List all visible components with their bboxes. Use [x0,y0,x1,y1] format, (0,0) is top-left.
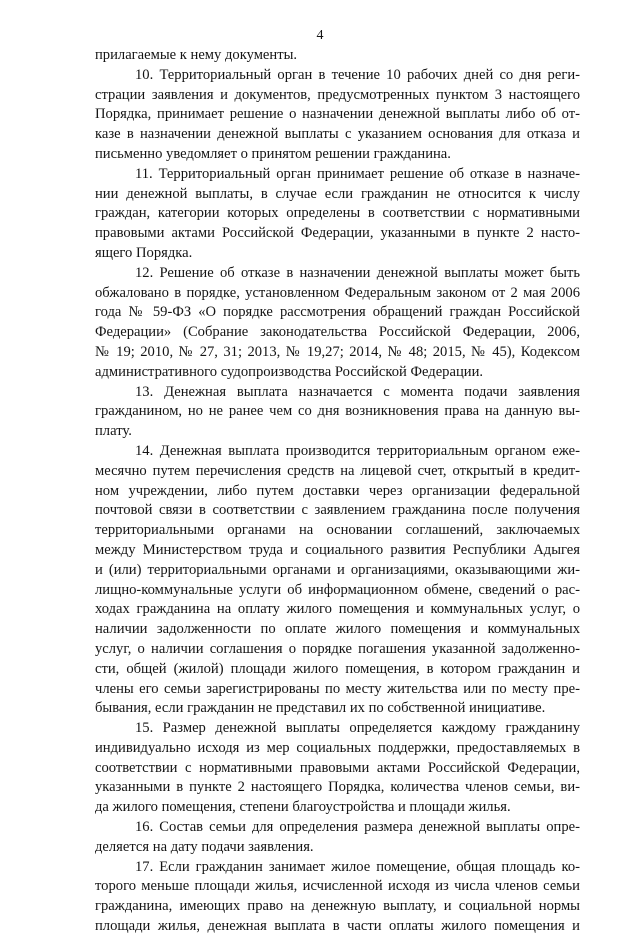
text-line: прилагаемые к нему документы. [95,47,298,63]
text-line: 15. Размер денежной выплаты определяется каждому гражданину [135,720,580,737]
text-line: письменно уведомляет о принятом решении гражданина. [95,145,451,162]
text-line: казе в назначении денежной выплаты с указанием основания для отказа и [95,126,580,143]
text-line: года № 59-ФЗ «О порядке рассмотрения обращений граждан Российской [95,304,580,321]
text-line: 14. Денежная выплата производится территориальным органом еже- [135,442,580,459]
text-line: месячно путем перечисления средств на лицевой счет, открытый в кредит- [95,462,580,479]
page-number: 4 [316,28,324,43]
text-line: обжаловано в порядке, установленном Федеральным законом от 2 мая 2006 [95,284,580,301]
text-line: ящего Порядка. [95,244,193,261]
text-line: 10. Территориальный орган в течение 10 рабочих дней со дня реги- [135,66,580,83]
text-line: гражданина, имеющих право на денежную выплату, и социальной нормы [95,898,580,915]
text-line: да жилого помещения, степени благоустройства и площади жилья. [95,799,511,816]
document-body [95,46,580,937]
text-line: Федерации» (Собрание законодательства Российской Федерации, 2006, [95,324,580,341]
text-line: члены его семьи зарегистрированы по месту жительства или по месту пре- [95,680,580,697]
text-line: торого меньше площади жилья, исчисленной исходя из числа членов семьи [95,878,580,895]
text-line: указанными в пункте 2 настоящего Порядка, количества членов семьи, ви- [95,779,580,796]
text-line: ходах гражданина на оплату жилого помещения и коммунальных услуг, о [95,601,580,618]
text-line: правовыми актами Российской Федерации, указанными в пункте 2 насто- [95,225,580,242]
text-line: страции заявления и документов, предусмотренных пунктом 3 настоящего [95,86,580,103]
text-line: площади жилья, денежная выплата в части оплаты жилого помещения и [95,918,580,935]
text-line: ном учреждении, либо путем доставки через организации федеральной [95,482,580,499]
text-line: 17. Если гражданин занимает жилое помещение, общая площадь ко- [135,858,580,875]
text-line: 13. Денежная выплата назначается с момента подачи заявления [135,383,580,400]
text-line: нии денежной выплаты, в случае если гражданин не относится к числу [95,185,580,202]
text-line: Порядка, принимает решение о назначении денежной выплаты либо об от- [95,106,580,123]
text-line: между Министерством труда и социального развития Республики Адыгея [95,541,580,558]
text-line: бывания, если гражданин не представил их по собственной инициативе. [95,700,546,717]
text-line: почтовой связи в соответствии с заявлением гражданина после получения [95,502,580,519]
text-line: индивидуально исходя из мер социальных поддержки, предоставляемых в [95,739,580,756]
text-line: административного судопроизводства Российской Федерации. [95,363,484,380]
text-line: наличии задолженности по оплате жилого помещения и коммунальных [95,621,580,638]
text-line: 12. Решение об отказе в назначении денежной выплаты может быть [135,264,580,281]
text-line: сти, общей (жилой) площади жилого помещения, в котором гражданин и [95,660,580,677]
text-line: деляется на дату подачи заявления. [95,838,314,855]
text-line: услуг, о наличии соглашения о порядке погашения указанной задолженно- [95,640,580,657]
text-line: плату. [95,423,132,440]
text-line: территориальными органами на основании соглашений, заключаемых [95,522,580,539]
text-line: граждан, категории которых определены в соответствии с нормативными [95,205,580,222]
text-line: 11. Территориальный орган принимает решение об отказе в назначе- [135,165,580,182]
text-line: 16. Состав семьи для определения размера денежной выплаты опре- [135,819,580,836]
text-line: соответствии с нормативными правовыми актами Российской Федерации, [95,759,580,776]
text-line: гражданином, но не ранее чем со дня возникновения права на данную вы- [95,403,580,420]
text-line: и (или) территориальными органами и организациями, оказывающими жи- [95,561,580,578]
text-line: № 19; 2010, № 27, 31; 2013, № 19,27; 2014, № 48; 2015, № 45), Кодексом [95,343,580,360]
text-line: лищно-коммунальные услуги об информационном обмене, сведений о рас- [95,581,580,598]
